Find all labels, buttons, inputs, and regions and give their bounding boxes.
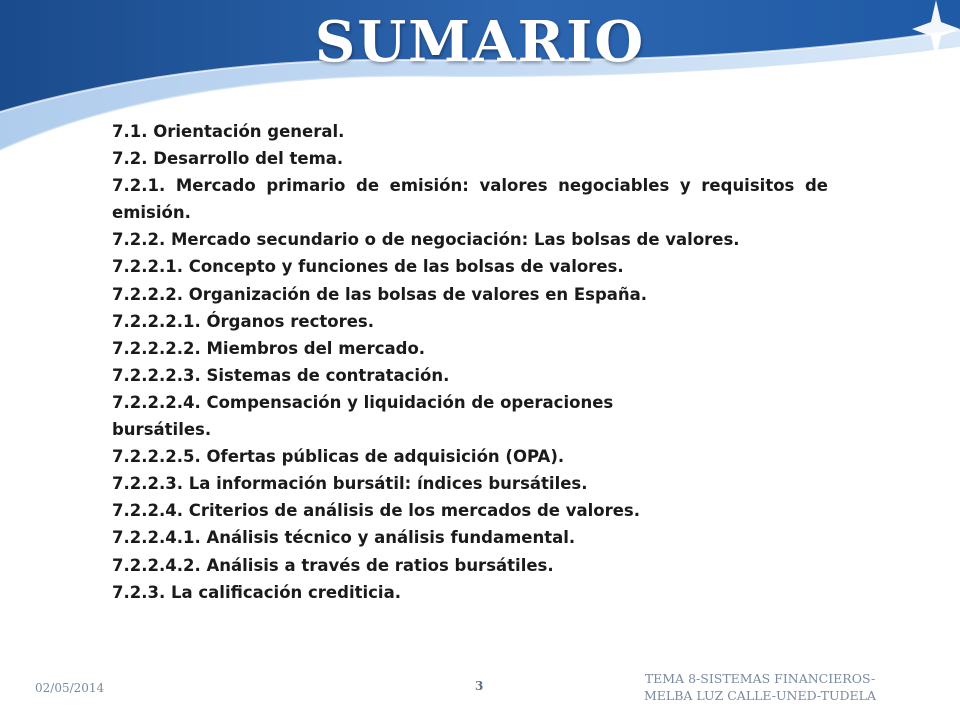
list-item: 7.1. Orientación general. [112, 122, 345, 141]
page-number: 3 [475, 679, 484, 693]
footer-topic [600, 670, 920, 704]
list-item: 7.2.2.1. Concepto y funciones de las bolsas de valores. [112, 257, 624, 277]
star-icon [912, 0, 960, 58]
list-item: 7.2.2.4.1. Análisis técnico y análisis fundamental. [112, 528, 576, 548]
footer-topic-line2: MELBA LUZ CALLE-UNED-TUDELA [644, 688, 876, 703]
list-item: 7.2.2.4. Criterios de análisis de los mercados de valores. [112, 501, 641, 521]
footer-date: 02/05/2014 [35, 681, 105, 695]
list-item: 7.2.2.4.2. Análisis a través de ratios bursátiles. [112, 555, 554, 575]
list-item: 7.2.2.2.2. Miembros del mercado. [112, 338, 426, 358]
list-item: 7.2.1. Mercado primario de emisión: valores negociables y requisitos de emisión. [112, 176, 828, 223]
list-item: 7.2.2. Mercado secundario o de negociación: Las bolsas de valores. [112, 230, 740, 250]
list-item: 7.2.2.2. Organización de las bolsas de valores en España. [112, 284, 648, 304]
list-item: 7.2.2.2.3. Sistemas de contratación. [112, 365, 450, 385]
list-item: 7.2.2.3. La información bursátil: índices bursátiles. [112, 474, 588, 494]
list-item: 7.2.2.2.5. Ofertas públicas de adquisición (OPA). [112, 447, 565, 467]
list-item: 7.2.2.2.1. Órganos rectores. [112, 311, 374, 331]
list-item: 7.2.2.2.4. Compensación y liquidación de operaciones bursátiles. [112, 392, 614, 440]
list-item: 7.2. Desarrollo del tema. [112, 149, 344, 169]
footer-topic-line1: TEMA 8-SISTEMAS FINANCIEROS- [644, 671, 876, 686]
list-item: 7.2.3. La calificación crediticia. [112, 582, 401, 602]
slide-title: SUMARIO [314, 9, 646, 75]
summary-list [112, 118, 828, 606]
